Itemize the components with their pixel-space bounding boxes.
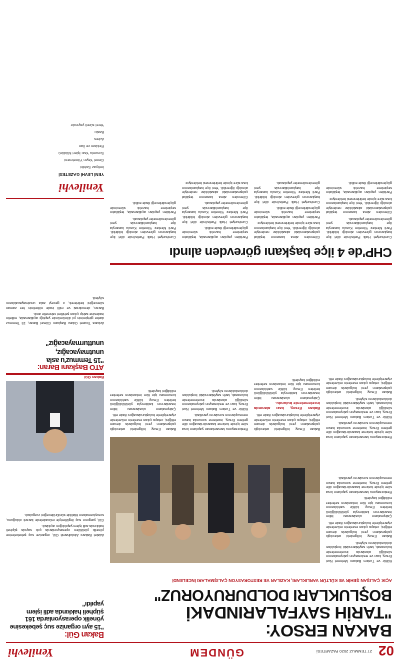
side-photo (6, 381, 104, 461)
page-number: 02 (378, 643, 394, 659)
main-body-p2: Bakan Ersoy, bölgedeki arkeolojik çalışmaların yeni bulgularla devam ettiğini, ortaya çıkan eserlerin müzelerde ziyaretçilerle buluşturulacağını ifade etti. (326, 520, 392, 539)
main-body-p3-b: Çalışmaların uluslararası bilim insanlarının katılımıyla yürütüldüğünü belirten Ersoy, kültür varlıklarının korunması için tüm imkanların seferber edildiğini kaydetti. (110, 388, 176, 412)
imprint-line-3: Sorumlu Yazı İşleri Müdürü (58, 151, 104, 155)
lower-side-headline-2: "15 Temmuz'u asla unutmayacağız, unutturmayacağız" (45, 339, 104, 363)
main-body-p3-a: Çalışmaların uluslararası bilim insanlarının katılımıyla yürütüldüğünü belirten Ersoy, kültür varlıklarının korunması için tüm imkanların seferber edildiğini kaydetti. (254, 377, 320, 401)
bottom-story-column-3 (182, 59, 248, 239)
imprint-box (6, 8, 104, 199)
bottom-body-p3-a: Partiden yapılan açıklamada, teşkilatın seçimlere hazırlık sürecinde güçlendirileceği ifade edildi. (254, 205, 320, 220)
bottom-body-p2-a: Görevden alma kararının teşkilat çalışmalarındaki aksaklıklar nedeniyle alındığı öğrenildi. Yeni ilçe başkanlarının kısa süre içinde belirlenmesi bekleniyor. (254, 221, 320, 239)
main-headline-line2: BOŞLUKLARI DOLDURUYORUZ" (154, 586, 392, 603)
main-body-p4-b: Restorasyonu tamamlanan yapıların kısa süre içinde turizme kazandırılacağını dile getiren Ersoy, inceleme sonunda basın mensuplarının sorularını yanıtladı. (326, 421, 392, 439)
main-story-column-4 (110, 271, 176, 431)
main-story-column-0 (326, 271, 392, 439)
bottom-body-p3-b: Partiden yapılan açıklamada, teşkilatın seçimlere hazırlık sürecinde güçlendirileceği ifade edildi. (182, 225, 248, 239)
main-body-p1-b: Kültür ve Turizm Bakanı Mehmet Nuri Ersoy, kazı ve restorasyon çalışmalarının sürdüğü alanlarda incelemelerde bulunarak, tarih sayfalarındaki boşlukları doldurduklarını söyledi. (326, 396, 392, 420)
main-body-p3: Çalışmaların uluslararası bilim insanlarının katılımıyla yürütüldüğünü belirten Ersoy, kültür varlıklarının korunması için tüm imkanların seferber edildiğini kaydetti. (326, 496, 392, 519)
bottom-body-p1-b: Cumhuriyet Halk Partisi'nde dört ilçe başkanının görevden alındığı bildirildi. Parti Merkez Yönetim Kurulu kararıyla ilçe başkanlıklarında yeni görevlendirmeler yapılacak. (182, 201, 248, 224)
main-headline-kicker: BAKAN ERSOY: (265, 621, 392, 640)
lower-side-body-p1: Ankara Ticaret Odası Başkanı Gürsel Baran, 15 Temmuz darbe girişiminin yıl dönümünde yaptığı açıklamada, milletin iradesine sahip çıkan şehitleri rahmetle andı. (6, 311, 104, 325)
bottom-body-p1-c: Cumhuriyet Halk Partisi'nde dört ilçe başkanının görevden alındığı bildirildi. Parti Merkez Yönetim Kurulu kararıyla ilçe başkanlıklarında yeni görevlendirmeler yapılacak. (110, 216, 176, 239)
imprint-line-4: Reklam ve İlan (78, 144, 104, 148)
page-date: 27 TEMMUZ 2020 PAZARTESİ (316, 649, 372, 654)
imprint-line-7: Yerel süreli yayındır (70, 123, 104, 127)
side-story-headline: "15 ayrı organize suç şebekesine yönelik operasyonlarda 161 şüpheli hakkında adli işlem yapıldı" (10, 600, 104, 630)
bottom-body-p3-c: Partiden yapılan açıklamada, teşkilatın seçimlere hazırlık sürecinde güçlendirileceği ifade edildi. (110, 201, 176, 215)
imprint-line-6: Baskı (94, 130, 104, 134)
main-headline-block (110, 567, 392, 639)
main-body-p4: Restorasyonu tamamlanan yapıların kısa süre içinde turizme kazandırılacağını dile getiren Ersoy, inceleme sonunda basın mensuplarının sorularını yanıtladı. (326, 476, 392, 494)
bottom-story-column-4 (110, 59, 176, 239)
main-photo (110, 437, 320, 563)
main-body-p2-c: Bakan Ersoy, bölgedeki arkeolojik çalışmaların yeni bulgularla devam ettiğini, ortaya çıkan eserlerin müzelerde ziyaretçilerle buluşturulacağını ifade etti. (326, 376, 392, 395)
main-body-p2-a: Bakan Ersoy, bölgedeki arkeolojik çalışmaların yeni bulgularla devam ettiğini, ortaya çıkan eserlerin müzelerde ziyaretçilerle buluşturulacağını ifade etti. (254, 413, 320, 431)
side-photo-illustration (6, 381, 104, 461)
page-header (6, 642, 394, 661)
bottom-body-p1: Cumhuriyet Halk Partisi'nde dört ilçe başkanının görevden alındığı bildirildi. Parti Merkez Yönetim Kurulu kararıyla ilçe başkanlıklarında yeni görevlendirmeler yapılacak. (326, 216, 392, 239)
side-story (6, 539, 104, 639)
main-headline-line1: "TARİH SAYFALARINDAKİ (186, 603, 392, 622)
main-body-p4-a: Restorasyonu tamamlanan yapıların kısa süre içinde turizme kazandırılacağını dile getiren Ersoy, inceleme sonunda basın mensuplarının sorularını yanıtladı. (182, 413, 248, 431)
side-story-column (6, 465, 104, 537)
main-photo-illustration (110, 437, 320, 563)
bottom-body-p2-b: Görevden alma kararının teşkilat çalışmalarındaki aksaklıklar nedeniyle alındığı öğrenildi. Yeni ilçe başkanlarının kısa süre içinde belirlenmesi bekleniyor. (182, 181, 248, 200)
lower-side-column (6, 205, 104, 325)
section-name: GÜNDEM (189, 646, 244, 658)
main-body-p1-a: Kültür ve Turizm Bakanı Mehmet Nuri Ersoy, kazı ve restorasyon çalışmalarının sürdüğü alanlarda incelemelerde bulunarak, tarih sayfalarındaki boşlukları doldurduklarını söyledi. (182, 388, 248, 412)
bottom-story-column-2 (254, 59, 320, 239)
side-story-kicker: Bakan Gül: (64, 630, 104, 639)
lower-side-headline-1: ATO Başkanı Baran: (37, 363, 104, 372)
side-body-p2: Gül, yargının suç örgütleriyle mücadelede kararlı olduğunu, soruşturmaların titizlikle sürdürüleceğini vurguladı. (6, 513, 104, 522)
main-story-column-3 (182, 271, 248, 431)
bottom-story-headline: CHP'de 4 ilçe başkanı görevden alındı (169, 245, 392, 260)
main-photo-caption: Bakan Ersoy, kazı alanında incelemelerde bulundu. (254, 401, 320, 412)
main-deck: AÇIK ÇALIŞAN ŞEHİR VE KÜLTÜR VARLIKLARI, KAZILAR VE RESTORASYON ÇALIŞMALARI İNCELENDİ (172, 578, 392, 583)
main-body-p1: Kültür ve Turizm Bakanı Mehmet Nuri Ersoy, kazı ve restorasyon çalışmalarının sürdüğü alanlarda incelemelerde bulunarak, tarih sayfalarındaki boşlukları doldurduklarını söyledi. (326, 540, 392, 563)
bottom-story-column-1 (326, 59, 392, 239)
main-story-column-2 (254, 271, 320, 431)
imprint-logo: Yenilevhi (58, 181, 104, 195)
main-story-column-1 (326, 445, 392, 563)
imprint-line-5: Adres (94, 137, 104, 141)
header-logo: Yenilevhi (8, 646, 54, 660)
lower-side-body-p2: Baran, demokrasi ve milli irade nöbetinin her zaman süreceğini belirterek, o geceyi asla unutmayacaklarını söyledi. (6, 296, 104, 310)
bottom-body-p2: Görevden alma kararının teşkilat çalışmalarındaki aksaklıklar nedeniyle alındığı öğrenildi. Yeni ilçe başkanlarının kısa süre içinde belirlenmesi bekleniyor. (326, 196, 392, 215)
side-photo-caption: Bakan Gül (84, 375, 104, 380)
bottom-body-p3: Partiden yapılan açıklamada, teşkilatın seçimlere hazırlık sürecinde güçlendirileceği ifade edildi. (326, 181, 392, 195)
side-body-p1: Adalet Bakanı Abdulhamit Gül, organize suç şebekelerine yönelik yürütülen operasyonlarda çok sayıda şüpheli hakkında adli işlem yapıldığını açıkladı. (6, 523, 104, 537)
bottom-story-rule (110, 264, 392, 266)
imprint-line-2: Genel Yayın Yönetmeni (64, 158, 104, 162)
imprint-line-0: YENİ LEVHİ GAZETESİ (58, 172, 104, 177)
main-body-p2-b: Bakan Ersoy, bölgedeki arkeolojik çalışmaların yeni bulgularla devam ettiğini, ortaya çıkan eserlerin müzelerde ziyaretçilerle buluşturulacağını ifade etti. (110, 413, 176, 431)
bottom-body-p1-a: Cumhuriyet Halk Partisi'nde dört ilçe başkanının görevden alındığı bildirildi. Parti Merkez Yönetim Kurulu kararıyla ilçe başkanlıklarında yeni görevlendirmeler yapılacak. (254, 181, 320, 204)
imprint-line-1: İmtiyaz Sahibi (80, 165, 104, 169)
